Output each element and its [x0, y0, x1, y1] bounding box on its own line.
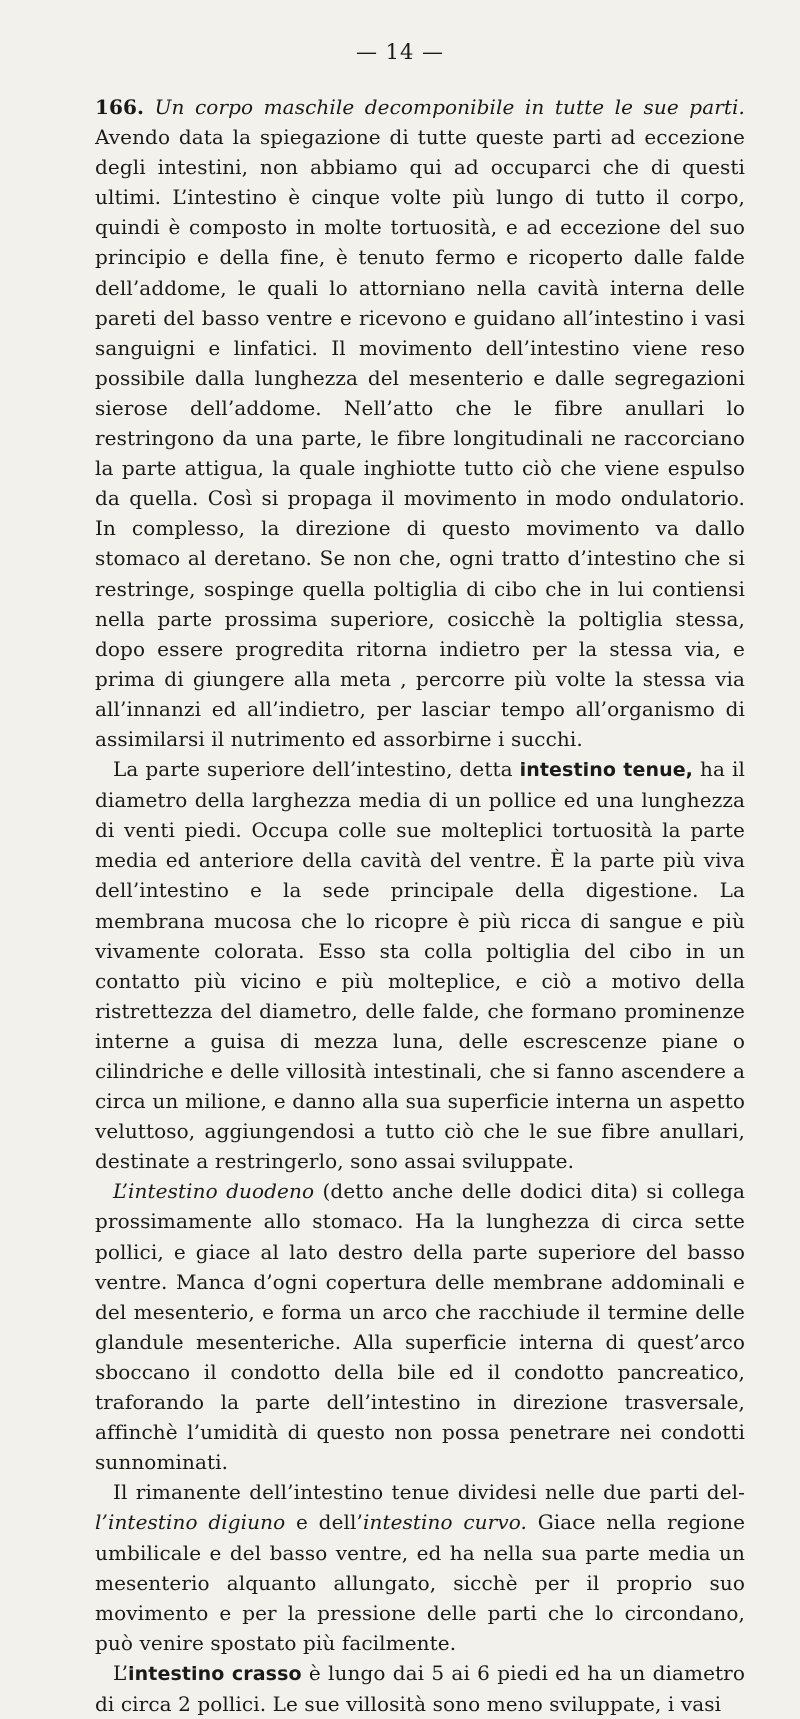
paragraph-text: La parte superiore dell’intestino, detta [113, 757, 520, 782]
paragraph-text: è lungo dai 5 ai 6 piedi ed ha un diametro di circa 2 pollici. Le sue villosità sono meno sviluppate, i vasi [95, 1660, 745, 1716]
section-number: 166. [95, 95, 145, 119]
term-intestino-duodeno: L’intestino duodeno [113, 1179, 315, 1204]
paragraph-intestino-tenue [95, 754, 745, 1176]
paragraph-text: L’ [113, 1660, 129, 1685]
paragraph-text: e dell’ [285, 1510, 363, 1535]
section-title: Un corpo maschile decomponibile in tutte le sue parti. [154, 95, 745, 119]
page-number: — 14 — [355, 40, 445, 64]
paragraph-text: Il rimanente dell’intestino tenue dividesi nelle due parti del [113, 1480, 739, 1505]
paragraph-rimanente: Il rimanente dell’intestino tenue dividesi nelle due parti del- l’intestino digiuno e dell’intestino curvo. Giace nella regione umbilicale e del basso ventre, ed ha nella sua parte media un mesenterio alquanto allungato, sicchè per il proprio suo movimento e per la pressione delle parti che lo circondano, può venire spostato più facilmente. [95, 1480, 745, 1655]
term-intestino-curvo: intestino curvo. [362, 1510, 527, 1535]
term-intestino-crasso: intestino crasso [128, 1662, 302, 1685]
term-intestino-tenue: intestino tenue, [519, 759, 694, 782]
paragraph-section-166 [95, 92, 745, 754]
paragraph-text: (detto anche delle dodici dita) si collega prossimamente allo stomaco. Ha la lunghezza di circa sette pollici, e giace al lato destro della parte superiore del basso ventre. Manca d’ogni copertura delle membrane addominali e del mesenterio, e forma un arco che racchiude il termine delle glandule mesenteriche. Alla superficie interna di quest’arco sboccano il condotto della bile ed il condotto pancreatico, traforando la parte dell’intestino in direzione trasversale, affinchè l’umidità di questo non possa penetrare nei condotti sunnominati. [95, 1179, 745, 1475]
paragraph-duodeno [95, 1176, 745, 1477]
paragraph-intestino-crasso [95, 1658, 745, 1719]
paragraph-text: ha il diametro della larghezza media di un pollice ed una lunghezza di venti piedi. Occupa colle sue molteplici tortuosità la parte media ed anteriore della cavità del ventre. È la parte più viva dell’intestino e la sede principale della digestione. La membrana mucosa che lo ricopre è più ricca di sangue e più vivamente colorata. Esso sta colla poltiglia del cibo in un contatto più vicino e più molteplice, e ciò a motivo della ristrettezza del diametro, delle falde, che formano prominenze interne a guisa di mezza luna, delle escrescenze piane o cilindriche e delle villosità intestinali, che si fanno ascendere a circa un milione, e danno alla sua superficie interna un aspetto veluttoso, aggiungendosi a tutto ciò che le sue fibre anullari, destinate a restringerlo, sono assai sviluppate. [95, 757, 745, 1174]
section-intro-text: Avendo data la spiegazione di tutte queste parti ad eccezione degli intestini, non abbiamo qui ad occuparci che di questi ultimi. L’intestino è cinque volte più lungo di tutto il corpo, quindi è composto in molte tortuosità, e ad eccezione del suo principio e della fine, è tenuto fermo e ricoperto dalle falde dell’addome, le quali lo attorniano nella cavità interna delle pareti del basso ventre e ricevono e guidano all’intestino i vasi sanguigni e linfatici. Il movimento dell’intestino viene reso possibile dalla lunghezza del mesenterio e dalle segregazioni sierose dell’addome. Nell’atto che le fibre anullari lo restringono da una parte, le fibre longitudinali ne raccorciano la parte attigua, la quale inghiotte tutto ciò che viene espulso da quella. Così si propaga il movimento in modo ondulatorio. In complesso, la direzione di questo movimento va dallo stomaco al deretano. Se non che, ogni tratto d’intestino che si restringe, sospinge quella poltiglia di cibo che in lui contiensi nella parte prossima superiore, cosicchè la poltiglia stessa, dopo essere progredita ritorna indietro per la stessa via, e prima di giungere alla meta , percorre più volte la stessa via all’innanzi ed all’indietro, per lasciar tempo all’organismo di assimilarsi il nutrimento ed assorbirne i succhi. [95, 125, 745, 751]
term-intestino-digiuno: l’intestino digiuno [95, 1510, 286, 1535]
paragraph-text: Giace nella regione umbilicale e del basso ventre, ed ha nella sua parte media un mesenterio alquanto allungato, sicchè per il proprio suo movimento e per la pressione delle parti che lo circondano, può venire spostato più facilmente. [95, 1510, 745, 1655]
text-body [95, 92, 745, 1719]
